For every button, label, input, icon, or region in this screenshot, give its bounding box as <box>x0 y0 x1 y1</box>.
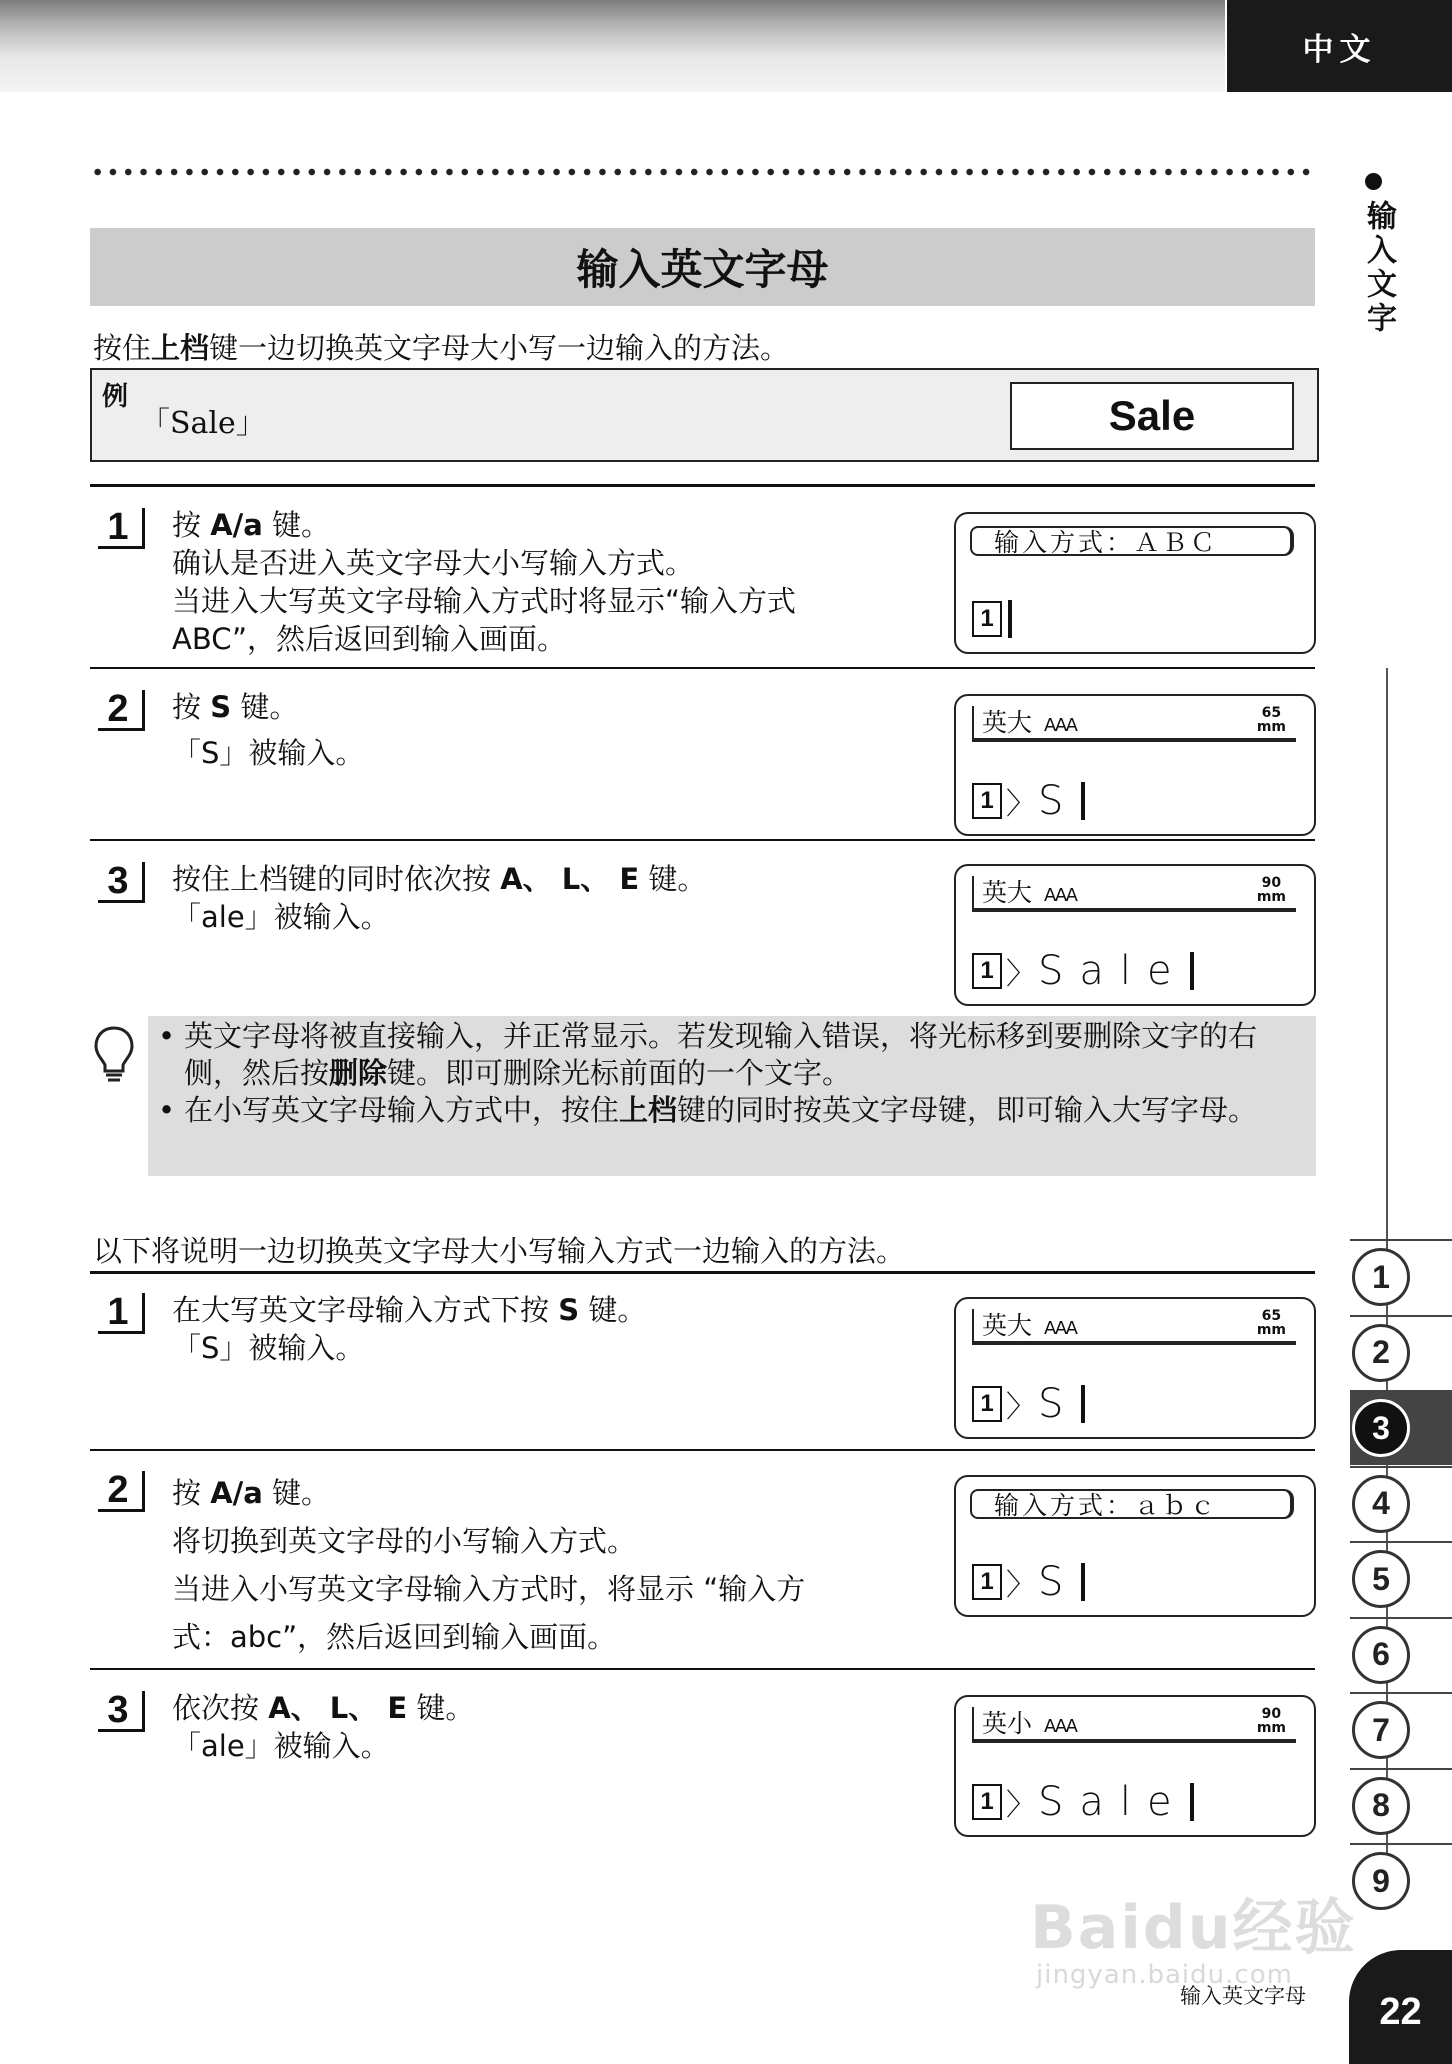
step-line: 「S」被输入。 <box>172 1331 365 1365</box>
lcd-status-text: 英小 <box>982 1709 1033 1738</box>
lcd-display <box>954 864 1316 1006</box>
section-intro: 以下将说明一边切换英文字母大小写输入方式一边输入的方法。 <box>93 1234 906 1268</box>
lcd-status-bar <box>972 706 1296 742</box>
lightbulb-icon <box>92 1025 136 1085</box>
example-label: 例 <box>102 382 129 412</box>
language-tab: 中文 <box>1227 0 1452 92</box>
lcd-status-text: 英大 <box>982 878 1033 907</box>
step-line: 「ale」被输入。 <box>172 900 390 934</box>
intro-suffix: 键一边切换英文字母大小写一边输入的方法。 <box>209 331 790 365</box>
step-line: 按 A/a 键。 <box>172 1476 331 1510</box>
line-arrow-icon: 〉 <box>1006 1788 1036 1823</box>
step-line: 「S」被输入。 <box>172 736 365 770</box>
lcd-status-bar <box>972 1707 1296 1743</box>
example-text: 「Sale」 <box>140 406 266 441</box>
line-number-icon: 1 <box>972 1784 1002 1820</box>
line-arrow-icon: 〉 <box>1006 787 1036 822</box>
lcd-display <box>954 694 1316 836</box>
step-a1-number: 1 <box>98 508 145 549</box>
font-size-icon: AAA <box>1044 885 1076 906</box>
lcd-chars: Sale <box>1038 1779 1188 1825</box>
lcd-status-text: 英大 <box>982 1311 1033 1340</box>
note-box <box>148 1016 1316 1176</box>
tape-width: 65 mm <box>1256 1308 1286 1338</box>
intro-bold: 上档 <box>151 331 210 365</box>
step-rule <box>90 667 1315 669</box>
step-rule <box>90 484 1315 487</box>
line-number-icon: 1 <box>972 953 1002 989</box>
step-a2-number: 2 <box>98 690 145 731</box>
font-size-icon: AAA <box>1044 1716 1076 1737</box>
step-b2-text <box>172 1469 805 1661</box>
lcd-chars: Sale <box>1038 948 1188 994</box>
step-line: 在大写英文字母输入方式下按 S 键。 <box>172 1293 647 1327</box>
lcd-status-bar <box>972 876 1296 912</box>
step-a2-text <box>172 688 364 772</box>
step-line: 依次按 A、 L、 E 键。 <box>172 1691 475 1725</box>
step-b1-number: 1 <box>98 1293 145 1334</box>
step-b1-text <box>172 1291 646 1367</box>
step-rule <box>90 1271 1315 1274</box>
side-section-label: 输入文字 <box>1361 200 1396 336</box>
footer-section-label: 输入英文字母 <box>1180 1984 1306 2008</box>
chapter-tab-5[interactable]: 5 <box>1352 1550 1410 1608</box>
chapter-tab-6[interactable]: 6 <box>1352 1626 1410 1684</box>
line-arrow-icon: 〉 <box>1006 1390 1036 1425</box>
intro-prefix: 按住 <box>93 331 152 365</box>
step-line: 当进入大写英文字母输入方式时将显示“输入方式 <box>172 584 797 618</box>
step-line: 当进入小写英文字母输入方式时，将显示 “输入方 <box>172 1572 806 1606</box>
lcd-display <box>954 1695 1316 1837</box>
chapter-tab-8[interactable]: 8 <box>1352 1777 1410 1835</box>
note-item: • 英文字母将被直接输入，并正常显示。若发现输入错误，将光标移到要删除文字的右侧，然后按删除键。即可删除光标前面的一个文字。 <box>154 1018 1310 1092</box>
lcd-mode-banner: 输入方式：ＡＢＣ <box>970 526 1294 556</box>
lcd-input-line <box>972 598 1012 640</box>
cursor-icon <box>1081 1385 1085 1423</box>
note-item: • 在小写英文字母输入方式中，按住上档键的同时按英文字母键，即可输入大写字母。 <box>154 1092 1310 1129</box>
font-size-icon: AAA <box>1044 715 1076 736</box>
cursor-icon <box>1008 600 1012 638</box>
step-line: 确认是否进入英文字母大小写输入方式。 <box>172 546 695 580</box>
tape-width: 90 mm <box>1256 875 1286 905</box>
cursor-icon <box>1190 952 1194 990</box>
chapter-separator <box>1350 1239 1452 1241</box>
lcd-status-text: 英大 <box>982 708 1033 737</box>
step-line: 式：abc”，然后返回到输入画面。 <box>172 1620 617 1654</box>
step-line: 「ale」被输入。 <box>172 1729 390 1763</box>
lcd-status-bar <box>972 1309 1296 1345</box>
lcd-input-line <box>972 780 1085 822</box>
step-line: 按 S 键。 <box>172 690 299 724</box>
chapter-tab-3[interactable]: 3 <box>1352 1399 1410 1457</box>
chapter-separator <box>1350 1390 1452 1392</box>
step-line: ABC”，然后返回到输入画面。 <box>172 622 567 656</box>
lcd-input-line <box>972 1561 1085 1603</box>
line-number-icon: 1 <box>972 601 1002 637</box>
step-rule <box>90 839 1315 841</box>
step-line: 按 A/a 键。 <box>172 508 331 542</box>
chapter-separator <box>1350 1692 1452 1694</box>
line-number-icon: 1 <box>972 1564 1002 1600</box>
chapter-separator <box>1350 1768 1452 1770</box>
step-line: 将切换到英文字母的小写输入方式。 <box>172 1524 637 1558</box>
lcd-input-line <box>972 1383 1085 1425</box>
lcd-input-line <box>972 1781 1194 1823</box>
step-rule <box>90 1668 1315 1670</box>
lcd-mode-banner: 输入方式：ａｂｃ <box>970 1489 1294 1519</box>
lcd-chars: S <box>1038 1559 1080 1605</box>
side-bullet-icon <box>1365 173 1382 190</box>
line-number-icon: 1 <box>972 1386 1002 1422</box>
lcd-display <box>954 1297 1316 1439</box>
intro-text <box>93 326 789 367</box>
chapter-tab-1[interactable]: 1 <box>1352 1248 1410 1306</box>
lcd-chars: S <box>1038 1381 1080 1427</box>
chapter-separator <box>1350 1466 1452 1468</box>
chapter-tab-7[interactable]: 7 <box>1352 1701 1410 1759</box>
lcd-display <box>954 512 1316 654</box>
example-box <box>90 368 1319 462</box>
line-arrow-icon: 〉 <box>1006 957 1036 992</box>
page-number: 22 <box>1349 1950 1452 2064</box>
dotted-divider <box>90 166 1318 178</box>
watermark: Baidu经验 <box>1030 1893 1357 1963</box>
font-size-icon: AAA <box>1044 1318 1076 1339</box>
cursor-icon <box>1081 782 1085 820</box>
cursor-icon <box>1190 1783 1194 1821</box>
lcd-display <box>954 1475 1316 1617</box>
page-title: 输入英文字母 <box>90 228 1315 306</box>
step-rule <box>90 1449 1315 1451</box>
line-arrow-icon: 〉 <box>1006 1568 1036 1603</box>
line-number-icon: 1 <box>972 783 1002 819</box>
cursor-icon <box>1081 1563 1085 1601</box>
step-a1-text <box>172 506 796 658</box>
chapter-separator <box>1350 1315 1452 1317</box>
example-display: Sale <box>1010 382 1294 450</box>
step-line: 按住上档键的同时依次按 A、 L、 E 键。 <box>172 862 707 896</box>
chapter-separator <box>1350 1541 1452 1543</box>
step-b3-number: 3 <box>98 1691 145 1732</box>
chapter-separator <box>1350 1843 1452 1845</box>
header-band <box>0 0 1225 92</box>
step-a3-number: 3 <box>98 862 145 903</box>
lcd-chars: S <box>1038 778 1080 824</box>
chapter-tab-2[interactable]: 2 <box>1352 1324 1410 1382</box>
tape-width: 65 mm <box>1256 705 1286 735</box>
step-b2-number: 2 <box>98 1471 145 1512</box>
lcd-input-line <box>972 950 1194 992</box>
chapter-tab-4[interactable]: 4 <box>1352 1475 1410 1533</box>
step-a3-text <box>172 860 706 936</box>
chapter-separator <box>1350 1617 1452 1619</box>
tape-width: 90 mm <box>1256 1706 1286 1736</box>
chapter-tab-9[interactable]: 9 <box>1352 1852 1410 1910</box>
watermark-url: jingyan.baidu.com <box>1036 1960 1293 1990</box>
step-b3-text <box>172 1689 474 1765</box>
